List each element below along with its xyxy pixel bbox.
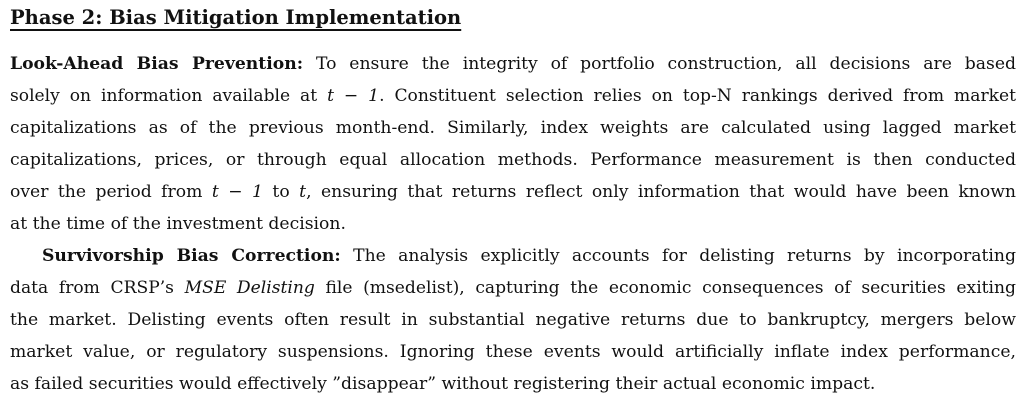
- paragraph-line: the market. Delisting events often result in substantial negative returns due to bankruptcy, mergers below: [10, 310, 1016, 330]
- math-expression: t − 1: [327, 86, 380, 106]
- paragraph-line: [10, 272, 1016, 304]
- survivorship-lead: Survivorship Bias Correction:: [42, 246, 341, 266]
- line-text: To ensure the integrity of portfolio construction, all decisions are based: [303, 54, 1016, 74]
- math-expression: t: [299, 182, 307, 202]
- emphasized-text: MSE Delisting: [184, 278, 315, 298]
- line-text: data from CRSP’s: [10, 278, 185, 298]
- paragraph-line: capitalizations as of the previous month-end. Similarly, index weights are calculated using lagged market: [10, 118, 1016, 138]
- paragraph-line: capitalizations, prices, or through equal allocation methods. Performance measurement is then conducted: [10, 150, 1016, 170]
- paragraph-line: [10, 240, 1016, 272]
- line-text: , ensuring that returns reflect only information that would have been known: [306, 182, 1016, 202]
- paragraph-line: market value, or regulatory suspensions. Ignoring these events would artificially inflate index performance,: [10, 342, 1016, 362]
- line-text: The analysis explicitly accounts for delisting returns by incorporating: [340, 246, 1016, 266]
- line-text: to: [262, 182, 300, 202]
- line-text: solely on information available at: [10, 86, 328, 106]
- survivorship-paragraph: [10, 240, 1016, 400]
- line-text: file (msedelist), capturing the economic consequences of securities exiting: [314, 278, 1016, 298]
- look-ahead-lead: Look-Ahead Bias Prevention:: [10, 54, 304, 74]
- paragraph-line: [10, 80, 1016, 112]
- math-expression: t − 1: [211, 182, 263, 202]
- paragraph-line: at the time of the investment decision.: [10, 214, 346, 234]
- section-heading: Phase 2: Bias Mitigation Implementation: [10, 6, 462, 29]
- paragraph-line: [10, 176, 1016, 208]
- line-text: . Constituent selection relies on top-N rankings derived from market: [379, 86, 1016, 106]
- paragraph-line: as failed securities would effectively ”disappear” without registering their actual economic impact.: [10, 374, 876, 394]
- look-ahead-paragraph: [10, 48, 1016, 240]
- line-text: over the period from: [10, 182, 212, 202]
- paragraph-line: [10, 48, 1016, 80]
